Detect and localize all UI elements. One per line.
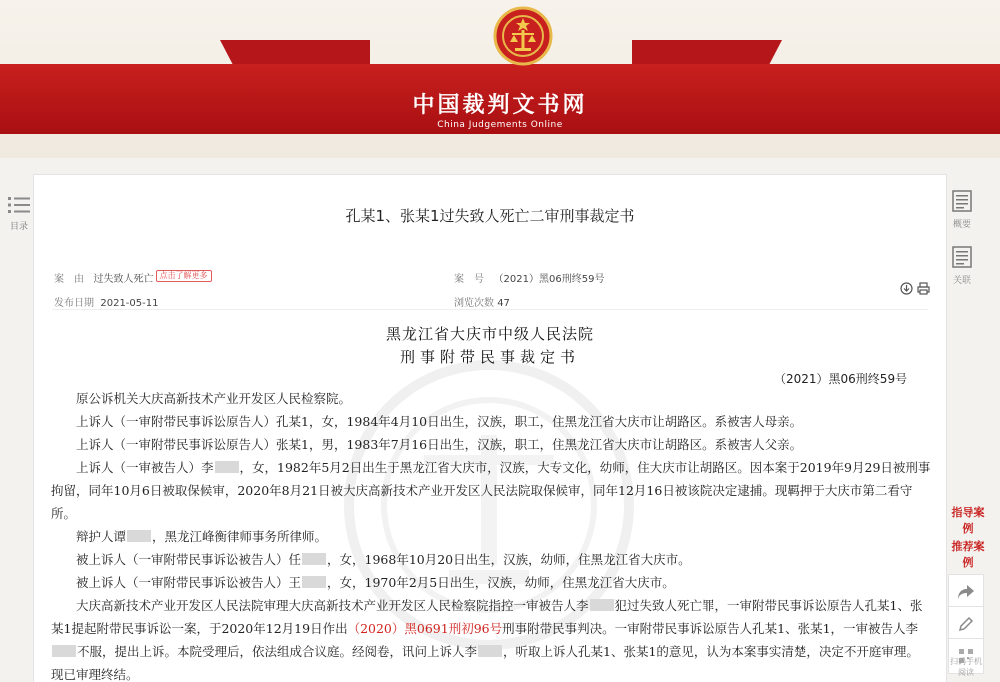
right-toolbar [949,190,975,302]
paragraph [51,525,931,548]
caseno-value: （2021）黑06刑终59号 [493,274,605,285]
print-icon[interactable] [917,282,930,295]
paragraph-text: 被上诉人（一审附带民事诉讼被告人）王 [76,575,302,590]
paragraph-text: ，女，1982年5月2日出生于黑龙江省大庆市，汉族，大专文化，幼师，住大庆市让胡路区。因本案于2019年9月29日被刑事拘留，同年10月6日被取保候审，2020年8月21日被大庆高新技术产业开发区人民法院取保候审，同年12月16日被该院决定逮捕。现羁押于大庆市第二看守所。 [51,460,931,521]
paragraph-text: 不服，提出上诉。本院受理后，依法组成合议庭。经阅卷，讯问上诉人李 [77,644,478,659]
meta-divider [52,309,928,310]
paragraph-text: ，女，1968年10月20日出生，汉族，幼师，住黑龙江省大庆市。 [327,552,691,567]
recommend-case-button[interactable]: 推荐案例 [951,540,985,569]
document-icon [952,246,972,268]
paragraph [51,456,931,525]
document-card [33,174,947,682]
redacted-name [52,645,76,657]
summary-button[interactable] [949,190,975,230]
site-header [0,0,1000,158]
case-number: （2021）黑06刑终59号 [774,372,908,386]
list-icon [8,196,30,214]
paragraph-text: ，女，1970年2月5日出生，汉族，幼师，住黑龙江省大庆市。 [327,575,675,590]
mobile-read-label: 扫码手机阅读 [950,657,982,677]
paragraph-text: 上诉人（一审被告人）李 [76,460,214,475]
pencil-icon [958,616,974,632]
document-icon [952,190,972,212]
summary-label: 概要 [952,220,971,230]
related-label: 关联 [952,276,971,286]
court-name: 黑龙江省大庆市中级人民法院 [385,325,594,343]
document-title: 孔某1、张某1过失致人死亡二审刑事裁定书 [345,207,635,225]
views-meta [454,294,510,309]
toc-label: 目录 [9,222,28,232]
site-title: 中国裁判文书网 [412,93,588,118]
date-label: 发布日期 [54,298,94,309]
views-label: 浏览次数 [454,298,494,309]
cause-value: 过失致人死亡 [93,274,154,285]
paragraph-text: 刑事附带民事判决。一审附带民事诉讼原告人孔某1、张某1，一审被告人李 [502,621,919,636]
paragraph: 原公诉机关大庆高新技术产业开发区人民检察院。 [76,391,352,406]
guide-case-button[interactable]: 指导案例 [951,506,985,535]
document-type: 刑事附带民事裁定书 [399,348,580,366]
redacted-name [302,553,326,565]
note-button[interactable] [948,606,984,642]
learn-more-badge[interactable]: 点击了解更多 [156,270,212,282]
redacted-name [590,599,614,611]
site-subtitle: China Judgements Online [437,120,563,130]
paragraph-text: ，听取上诉人孔某1、张某1的意见，认为本案事实清楚，决定不开庭审理。现已审理终结。 [51,644,919,682]
doc-tools [900,281,930,295]
case-reference-link[interactable]: （2020）黑0691刑初96号 [347,621,503,636]
redacted-name [127,530,151,542]
redacted-name [302,576,326,588]
paragraph-text: 辩护人谭 [76,529,127,544]
paragraph [51,571,931,594]
toc-button[interactable] [6,196,32,232]
paragraph [51,594,931,682]
paragraph: 上诉人（一审附带民事诉讼原告人）张某1，男，1983年7月16日出生，汉族，职工，住黑龙江省大庆市让胡路区。系被害人父亲。 [76,437,803,452]
date-meta [54,294,158,309]
paragraph-text: 被上诉人（一审附带民事诉讼被告人）任 [76,552,302,567]
caseno-meta [454,270,604,285]
cause-meta [54,270,212,286]
redacted-name [215,461,239,473]
redacted-name [478,645,502,657]
site-logo[interactable] [360,64,640,134]
views-value: 47 [497,298,510,309]
share-button[interactable] [948,574,984,610]
paragraph: 上诉人（一审附带民事诉讼原告人）孔某1，女，1984年4月10日出生，汉族，职工，住黑龙江省大庆市让胡路区。系被害人母亲。 [76,414,803,429]
share-icon [957,584,975,600]
document-body [51,387,931,682]
paragraph-text: ，黑龙江峰衡律师事务所律师。 [152,529,328,544]
caseno-label: 案 号 [454,274,484,285]
download-icon[interactable] [900,282,913,295]
date-value: 2021-05-11 [100,298,159,309]
paragraph [51,548,931,571]
related-button[interactable] [949,246,975,286]
paragraph-text: 犯过失致人死亡罪，一审附带民事诉讼原告人孔某1、张某1提起附带民事诉讼一案，于2020年12月19日作出 [51,598,923,636]
cause-label: 案 由 [54,274,84,285]
paragraph-text: 大庆高新技术产业开发区人民法院审理大庆高新技术产业开发区人民检察院指控一审被告人李 [76,598,589,613]
court-emblem-icon [493,6,553,66]
